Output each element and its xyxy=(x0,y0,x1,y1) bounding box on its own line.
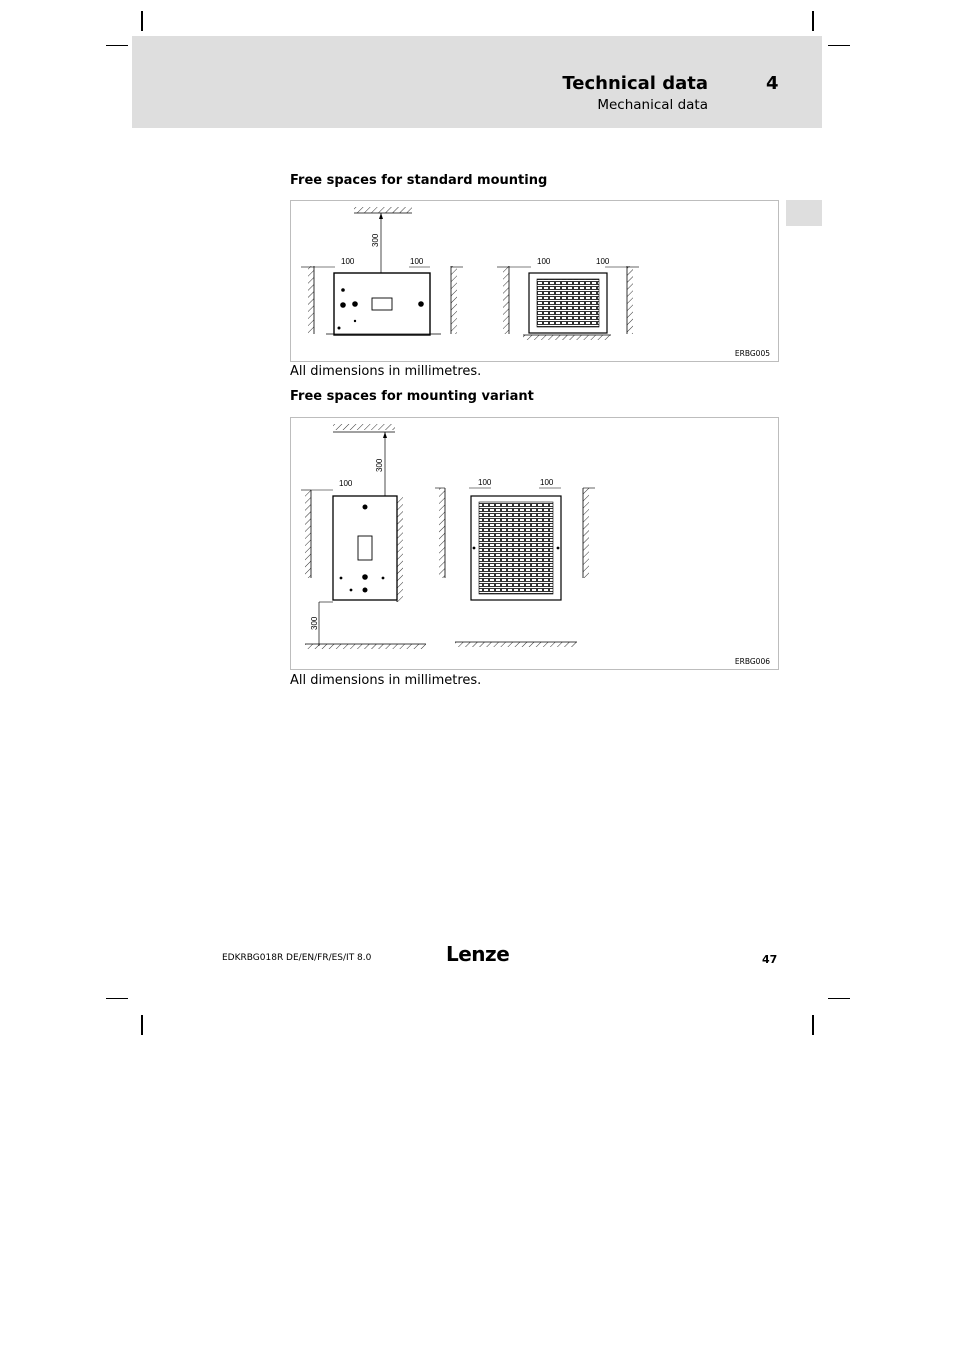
figure-code: ERBG005 xyxy=(734,349,770,358)
figure-mounting-variant xyxy=(290,417,779,670)
dimensions-note: All dimensions in millimetres. xyxy=(290,364,482,379)
document-id: EDKRBG018R DE/EN/FR/ES/IT 8.0 xyxy=(222,953,372,963)
dim-label: 300 xyxy=(375,458,384,472)
crop-mark xyxy=(828,998,850,999)
chapter-title: Technical data xyxy=(562,73,708,94)
chapter-subtitle: Mechanical data xyxy=(597,97,708,113)
dim-label: 100 xyxy=(410,257,424,266)
header-band xyxy=(132,36,822,128)
dimensions-note: All dimensions in millimetres. xyxy=(290,673,482,688)
section-heading-standard-mounting: Free spaces for standard mounting xyxy=(290,173,548,188)
dim-label: 100 xyxy=(537,257,551,266)
figure-standard-mounting xyxy=(290,200,779,362)
lenze-logo: Lenze xyxy=(446,942,510,966)
section-heading-mounting-variant: Free spaces for mounting variant xyxy=(290,389,534,404)
dim-label: 100 xyxy=(339,479,353,488)
dim-label: 100 xyxy=(540,478,554,487)
device-front-view-variant xyxy=(333,496,397,600)
chapter-number: 4 xyxy=(766,73,779,94)
crop-mark xyxy=(106,45,128,46)
chapter-side-tab xyxy=(786,200,822,226)
dim-label: 300 xyxy=(371,233,380,247)
device-front-view xyxy=(334,273,430,335)
page-number: 47 xyxy=(762,953,778,966)
dim-label: 100 xyxy=(341,257,355,266)
figure-code: ERBG006 xyxy=(734,657,770,666)
dim-label: 100 xyxy=(596,257,610,266)
crop-mark xyxy=(141,11,143,31)
crop-mark xyxy=(141,1015,143,1035)
crop-mark xyxy=(106,998,128,999)
dim-label: 300 xyxy=(310,616,319,630)
crop-mark xyxy=(812,11,814,31)
crop-mark xyxy=(828,45,850,46)
crop-mark xyxy=(812,1015,814,1035)
dim-label: 100 xyxy=(478,478,492,487)
top-wall-hatch xyxy=(354,207,412,213)
